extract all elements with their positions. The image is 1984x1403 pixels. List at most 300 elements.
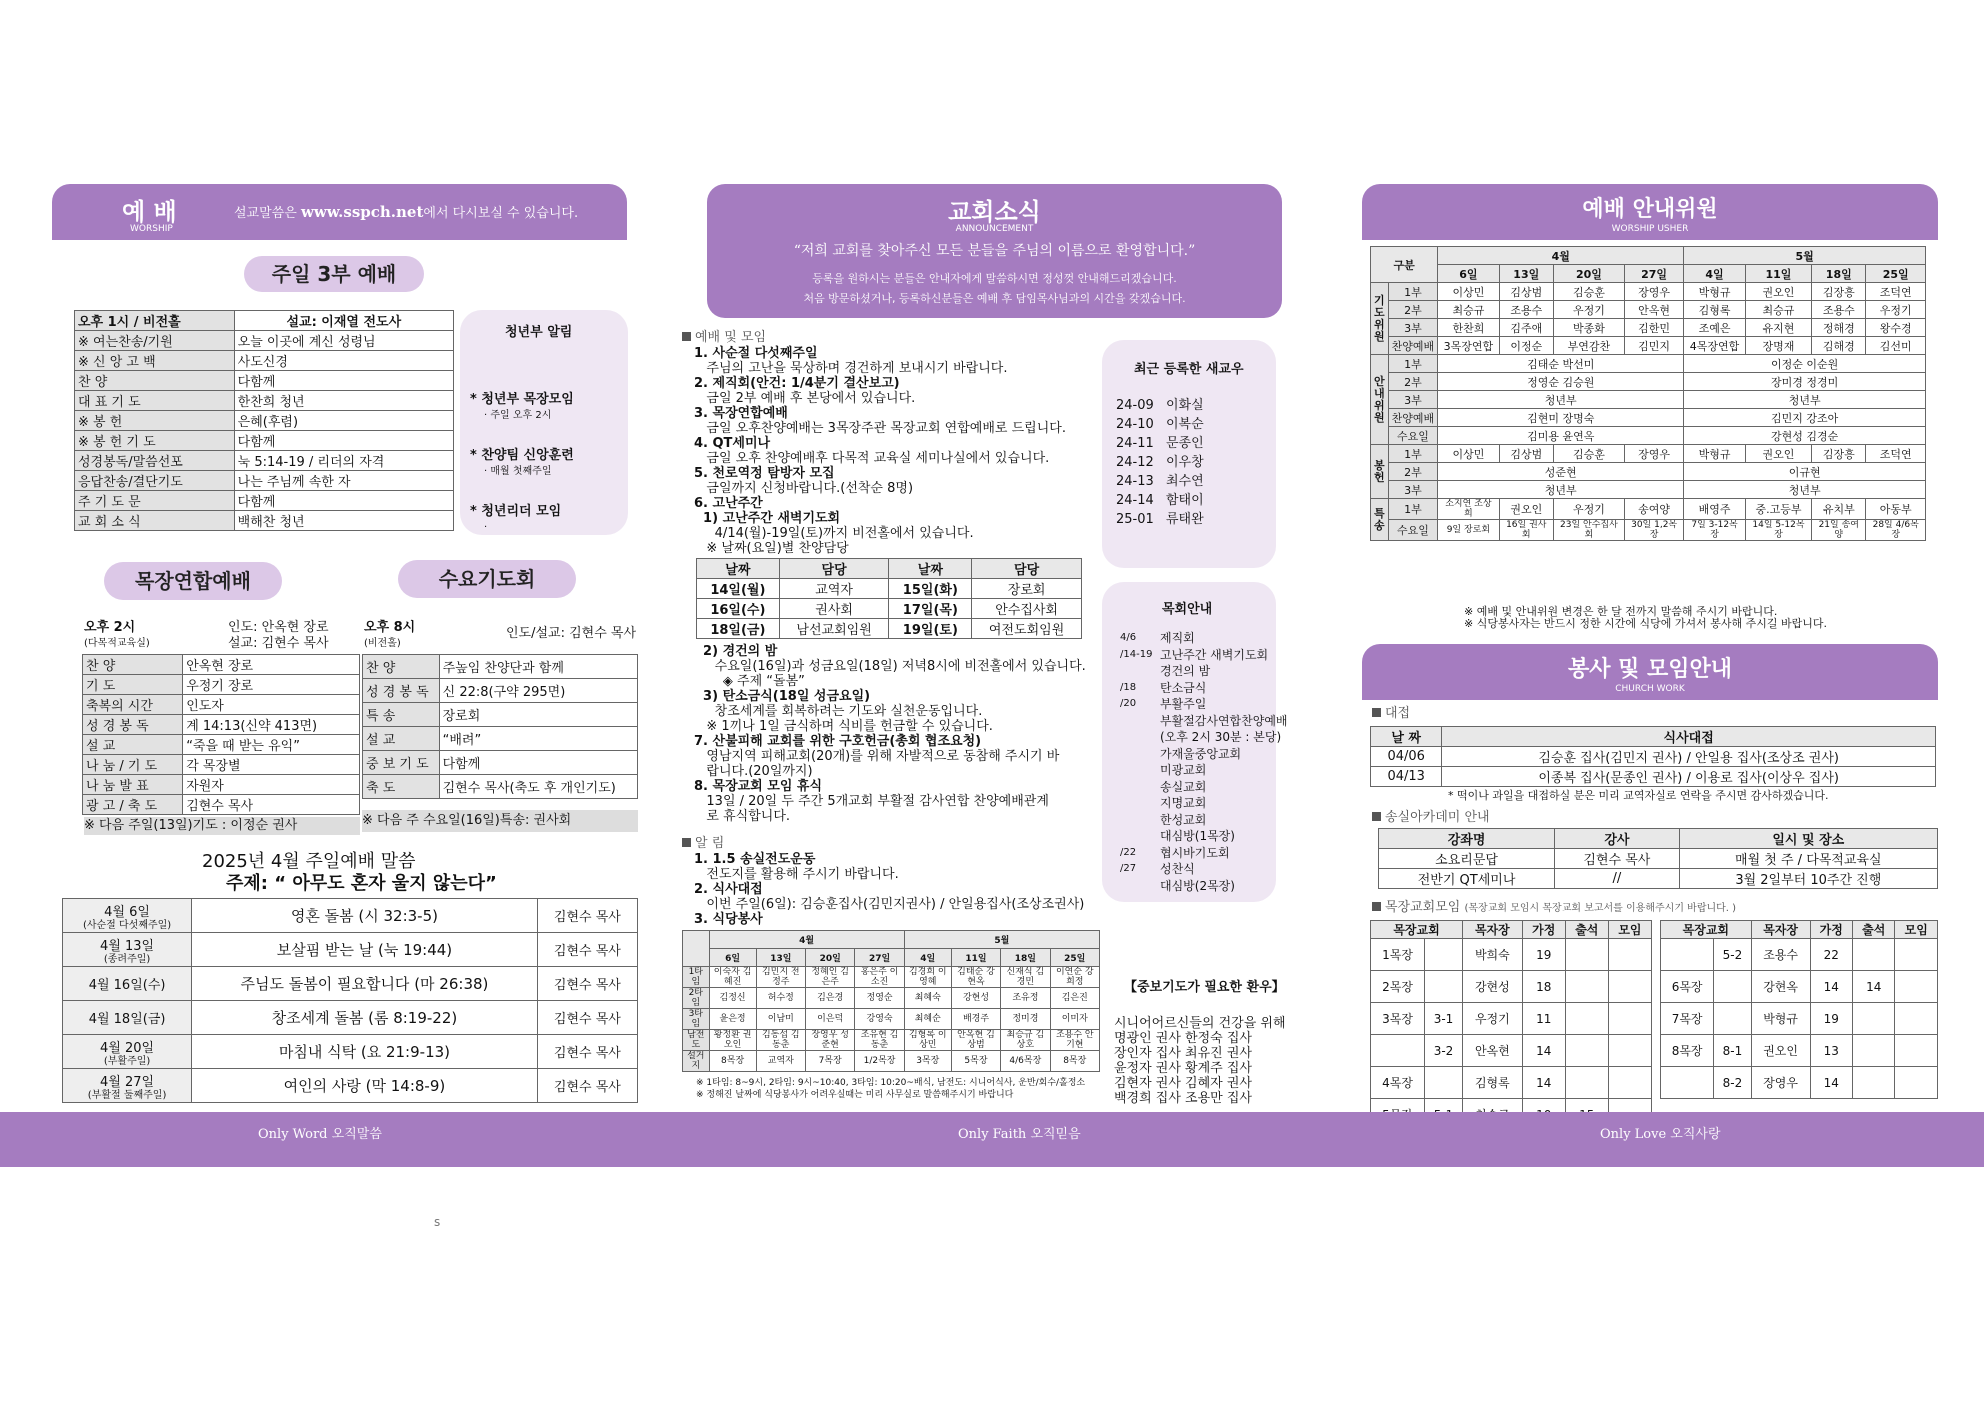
table-cell: 김해경 bbox=[1812, 337, 1866, 355]
table-cell: 장영우 성준현 bbox=[806, 1030, 855, 1051]
table-cell: 왕수경 bbox=[1866, 319, 1926, 337]
table-cell bbox=[1852, 1035, 1894, 1067]
table-cell: 주 기 도 문 bbox=[75, 491, 235, 511]
table-cell: 이남미 bbox=[756, 1009, 805, 1030]
table-cell: 2타임 bbox=[683, 988, 710, 1009]
table-cell: 한찬희 청년 bbox=[234, 391, 453, 411]
table-cell: 권오인 bbox=[1751, 1035, 1810, 1067]
sermon-date-sub: (부활절 둘째주일) bbox=[87, 1089, 167, 1101]
table-cell: 남전도 bbox=[683, 1030, 710, 1051]
table-cell bbox=[1565, 1067, 1608, 1099]
table-cell: 3목장연합 bbox=[1438, 337, 1499, 355]
usher-note-1: ※ 예배 및 안내위원 변경은 한 달 전까지 말씀해 주시기 바랍니다. bbox=[1464, 605, 1778, 618]
table-cell: 19 bbox=[1522, 939, 1565, 971]
table-row bbox=[697, 579, 1082, 599]
table-cell: 김경희 이영혜 bbox=[904, 967, 951, 988]
table-cell: 소요리문답 bbox=[1379, 849, 1555, 869]
table-row bbox=[1371, 445, 1926, 463]
table-cell: 17일(목) bbox=[889, 599, 972, 619]
new-member-no: 24-13 bbox=[1116, 474, 1154, 489]
table-cell: 정혜인 김은주 bbox=[806, 967, 855, 988]
table-cell: 김승훈 bbox=[1553, 283, 1624, 301]
table-cell: “죽을 때 받는 유익” bbox=[183, 735, 360, 755]
new-member-no: 24-09 bbox=[1116, 398, 1154, 413]
schedule-item: 탄소금식 bbox=[1160, 680, 1207, 695]
table-cell: 축 도 bbox=[363, 775, 440, 799]
table-cell: 대 표 기 도 bbox=[75, 391, 235, 411]
table-cell: 04/06 bbox=[1371, 747, 1442, 767]
table-cell: 찬양예배 bbox=[1388, 337, 1438, 355]
table-cell: 7목장 bbox=[806, 1051, 855, 1072]
sermon-date bbox=[63, 1069, 192, 1103]
table-cell: 강현성 김경순 bbox=[1684, 427, 1926, 445]
table-cell: 장미경 정경미 bbox=[1684, 373, 1926, 391]
schedule-item: 한성교회 bbox=[1160, 812, 1207, 827]
table-row bbox=[1661, 1003, 1938, 1035]
usher-group: 봉헌 bbox=[1371, 445, 1389, 499]
table-cell: 오늘 이곳에 계신 성령님 bbox=[234, 331, 453, 351]
table-cell: 유지현 bbox=[1745, 319, 1811, 337]
table-cell: 장영우 bbox=[1624, 283, 1683, 301]
table-row bbox=[1371, 939, 1652, 971]
table-cell: 2부 bbox=[1388, 373, 1438, 391]
table-cell: 김선미 bbox=[1866, 337, 1926, 355]
table-cell: 권사회 bbox=[779, 599, 889, 619]
table-cell: 송여양 bbox=[1624, 499, 1683, 520]
sermon-date-main: 4월 27일 bbox=[100, 1074, 155, 1090]
prayer-line: 시니어어르신들의 건강을 위해 bbox=[1114, 1016, 1286, 1031]
usher-group: 기도위원 bbox=[1371, 283, 1389, 355]
table-cell: 나는 주님께 속한 자 bbox=[234, 471, 453, 491]
schedule-date: /18 bbox=[1120, 681, 1137, 693]
usher-title-en: WORSHIP USHER bbox=[1611, 224, 1689, 234]
table-cell: 김한민 bbox=[1624, 319, 1683, 337]
table-cell: 우정기 bbox=[1463, 1003, 1523, 1035]
table-cell: 김상범 bbox=[1499, 445, 1553, 463]
table-row bbox=[363, 751, 638, 775]
table-cell bbox=[1661, 1067, 1714, 1099]
wd-leader: 인도/설교: 김현수 목사 bbox=[506, 626, 637, 641]
table-cell: 강현성 bbox=[951, 988, 1000, 1009]
prayer-line: 명광인 권사 한정숙 집사 bbox=[1114, 1031, 1252, 1046]
table-cell: 1목장 bbox=[1371, 939, 1425, 971]
table-row bbox=[1371, 355, 1926, 373]
schedule-item: 경건의 밤 bbox=[1160, 664, 1211, 678]
table-row bbox=[363, 775, 638, 799]
table-cell: 박형규 bbox=[1684, 283, 1746, 301]
table-cell: 조용수 안기현 bbox=[1050, 1030, 1099, 1051]
table-cell: 23일 안수집사회 bbox=[1553, 520, 1624, 541]
table-cell: 3부 bbox=[1388, 481, 1438, 499]
table-row bbox=[83, 735, 360, 755]
table-cell bbox=[1895, 939, 1938, 971]
table-cell: 조덕연 bbox=[1866, 445, 1926, 463]
table-cell: 영혼 돌봄 (시 32:3-5) bbox=[192, 899, 538, 933]
mj-next: ※ 다음 주일(13일)기도 : 이정순 권사 bbox=[84, 817, 360, 835]
table-cell: 권오인 bbox=[1745, 283, 1811, 301]
table-cell: 30일 1,2목장 bbox=[1624, 520, 1683, 541]
table-cell: 3부 bbox=[1388, 319, 1438, 337]
table-cell: 3목장 bbox=[1371, 1003, 1425, 1035]
table-row bbox=[1371, 1035, 1652, 1067]
youth-item-sub: · bbox=[484, 522, 488, 533]
table-cell: 다함께 bbox=[234, 431, 453, 451]
table-row bbox=[683, 1030, 1100, 1051]
table-cell: 김형록 이상민 bbox=[904, 1030, 951, 1051]
table-cell: 2부 bbox=[1388, 463, 1438, 481]
table-cell: 설교: 이재열 전도사 bbox=[234, 311, 453, 331]
table-row bbox=[697, 619, 1082, 639]
table-cell: 안수집사회 bbox=[972, 599, 1082, 619]
table-cell: 김승훈 집사(김민지 권사) / 안일용 집사(조상조 권사) bbox=[1442, 747, 1936, 767]
table-cell: 김현수 목사 bbox=[537, 967, 637, 1001]
table-cell: 6일 bbox=[1438, 265, 1499, 283]
table-cell: 14 bbox=[1810, 1067, 1852, 1099]
table-cell: 청년부 bbox=[1684, 481, 1926, 499]
table-row bbox=[1371, 265, 1926, 283]
table-cell: 담당 bbox=[972, 559, 1082, 579]
table-cell: 박종화 bbox=[1553, 319, 1624, 337]
table-cell: 27일 bbox=[855, 949, 904, 967]
table-cell: 정영순 김승원 bbox=[1438, 373, 1684, 391]
announce-line: 5. 천로역정 탐방자 모집 bbox=[694, 466, 835, 481]
table-cell: 김민지 bbox=[1624, 337, 1683, 355]
mokjang-pill: 목장연합예배 bbox=[104, 562, 282, 600]
table-cell: ※ 봉 헌 bbox=[75, 411, 235, 431]
table-row bbox=[75, 511, 454, 531]
table-cell bbox=[1371, 1035, 1425, 1067]
youth-notice-title: 청년부 알림 bbox=[505, 325, 573, 340]
footer-love: Only Love 오직사랑 bbox=[1600, 1127, 1721, 1142]
table-cell: 신재식 김경민 bbox=[1001, 967, 1050, 988]
table-cell: 1/2목장 bbox=[855, 1051, 904, 1072]
table-cell: 13일 bbox=[1499, 265, 1553, 283]
table-cell: 설 교 bbox=[83, 735, 183, 755]
usher-title: 예배 안내위원 bbox=[1582, 197, 1718, 222]
new-member-no: 24-12 bbox=[1116, 455, 1154, 470]
table-cell: 박희숙 bbox=[1463, 939, 1523, 971]
table-row bbox=[1371, 481, 1926, 499]
table-cell: 이정순 이순원 bbox=[1684, 355, 1926, 373]
table-cell: 계 14:13(신약 413면) bbox=[183, 715, 360, 735]
table-cell: 8목장 bbox=[1050, 1051, 1099, 1072]
wednesday-pill: 수요기도회 bbox=[398, 560, 576, 598]
table-cell: 정영순 bbox=[855, 988, 904, 1009]
usher-banner bbox=[1362, 184, 1938, 240]
table-cell: 16일(수) bbox=[697, 599, 780, 619]
table-cell: 청년부 bbox=[1438, 391, 1684, 409]
table-cell bbox=[1895, 1067, 1938, 1099]
prayer-line: 백경희 집사 조용만 집사 bbox=[1114, 1091, 1252, 1106]
table-row bbox=[83, 655, 360, 675]
sermon-table bbox=[62, 898, 638, 1103]
table-cell: 기 도 bbox=[83, 675, 183, 695]
table-cell: 목자장 bbox=[1463, 921, 1523, 939]
table-row bbox=[1661, 971, 1938, 1003]
table-row bbox=[1661, 1067, 1938, 1099]
welcome-sub2: 처음 방문하셨거나, 등록하신분들은 예배 후 담임목사님과의 시간을 갖겠습니다. bbox=[803, 292, 1186, 305]
table-cell: 이연순 강희정 bbox=[1050, 967, 1099, 988]
table-cell: 김민지 전정주 bbox=[756, 967, 805, 988]
footer-word: Only Word 오직말씀 bbox=[258, 1127, 382, 1142]
table-row bbox=[83, 695, 360, 715]
announce-line: 1. 1.5 송실전도운동 bbox=[694, 852, 816, 867]
table-cell: 수요일 bbox=[1388, 520, 1438, 541]
table-cell bbox=[1714, 971, 1751, 1003]
table-cell: 20일 bbox=[1553, 265, 1624, 283]
table-row bbox=[363, 679, 638, 703]
mj-leader: 인도: 안옥현 장로 bbox=[228, 620, 329, 635]
table-cell: 창조세계 돌봄 (롬 8:19-22) bbox=[192, 1001, 538, 1035]
prayer-title: 【중보기도가 필요한 환우】 bbox=[1124, 980, 1285, 995]
announce-line: 1. 사순절 다섯째주일 bbox=[694, 346, 818, 361]
table-cell: 14일(월) bbox=[697, 579, 780, 599]
table-cell: 소지연 조상희 bbox=[1438, 499, 1499, 520]
announce-title: 교회소식 bbox=[948, 198, 1041, 226]
table-cell: 찬 양 bbox=[363, 655, 440, 679]
table-cell: 박형규 bbox=[1684, 445, 1746, 463]
prayer-line: 장인자 집사 최유진 권사 bbox=[1114, 1046, 1252, 1061]
table-row bbox=[63, 967, 638, 1001]
table-cell bbox=[1714, 1003, 1751, 1035]
table-cell: 부연감찬 bbox=[1553, 337, 1624, 355]
announce-line: 전도지를 활용해 주시기 바랍니다. bbox=[694, 867, 899, 882]
table-cell: 청년부 bbox=[1438, 481, 1684, 499]
table-cell bbox=[1852, 1067, 1894, 1099]
table-cell: 3목장 bbox=[904, 1051, 951, 1072]
table-row bbox=[1371, 373, 1926, 391]
table-cell: 7일 3-12목장 bbox=[1684, 520, 1746, 541]
table-cell: 수요일 bbox=[1388, 427, 1438, 445]
schedule-date: 4/6 bbox=[1120, 632, 1137, 643]
worship-banner bbox=[52, 184, 627, 240]
table-cell: 김현미 장명숙 bbox=[1438, 409, 1684, 427]
table-cell: 이은덕 bbox=[806, 1009, 855, 1030]
table-cell: 22 bbox=[1810, 939, 1852, 971]
table-cell bbox=[1852, 1003, 1894, 1035]
table-cell: 김현수 목사 bbox=[537, 1001, 637, 1035]
table-cell: 성 경 봉 독 bbox=[83, 715, 183, 735]
table-cell: 최혜숙 bbox=[904, 988, 951, 1009]
table-cell: 가정 bbox=[1810, 921, 1852, 939]
schedule-item: 부활절감사연합찬양예배 bbox=[1160, 713, 1288, 728]
footer-faith: Only Faith 오직믿음 bbox=[958, 1127, 1081, 1142]
announce-line: 3. 식당봉사 bbox=[694, 912, 763, 927]
table-cell: 7목장 bbox=[1661, 1003, 1714, 1035]
table-cell: 8목장 bbox=[1661, 1035, 1714, 1067]
table-row bbox=[75, 311, 454, 331]
announce-line: 주님의 고난을 묵상하며 경건하게 보내시기 바랍니다. bbox=[694, 361, 1008, 376]
table-row bbox=[75, 451, 454, 471]
table-cell: 조용수 bbox=[1751, 939, 1810, 971]
new-members-title: 최근 등록한 새교우 bbox=[1134, 362, 1244, 377]
table-cell: 최승규 김상호 bbox=[1001, 1030, 1050, 1051]
meal-section: 대접 bbox=[1372, 706, 1410, 722]
table-row bbox=[1379, 869, 1938, 889]
table-cell: 교 회 소 식 bbox=[75, 511, 235, 531]
table-cell: 최승규 bbox=[1745, 301, 1811, 319]
table-cell: 황정환 권오인 bbox=[709, 1030, 756, 1051]
table-row bbox=[1371, 747, 1936, 767]
youth-item: * 청년부 목장모임 bbox=[470, 392, 574, 407]
announce-banner bbox=[707, 184, 1282, 318]
table-cell: 가정 bbox=[1522, 921, 1565, 939]
table-cell: 14 bbox=[1522, 1035, 1565, 1067]
table-cell: 장영우 bbox=[1751, 1067, 1810, 1099]
table-row bbox=[75, 471, 454, 491]
schedule-item: 대심방(1목장) bbox=[1160, 829, 1235, 843]
schedule-item: 송실교회 bbox=[1160, 779, 1207, 794]
new-member-no: 24-14 bbox=[1116, 493, 1154, 508]
table-cell: 14 bbox=[1852, 971, 1894, 1003]
table-cell: 안옥현 bbox=[1624, 301, 1683, 319]
table-row bbox=[363, 727, 638, 751]
table-cell: 우정기 장로 bbox=[183, 675, 360, 695]
new-member-no: 24-11 bbox=[1116, 436, 1154, 451]
table-row bbox=[697, 599, 1082, 619]
table-cell: 5-2 bbox=[1714, 939, 1751, 971]
table-cell bbox=[683, 931, 710, 967]
table-cell: 3타임 bbox=[683, 1009, 710, 1030]
table-row bbox=[363, 703, 638, 727]
table-row bbox=[1371, 1067, 1652, 1099]
table-cell: 18일 bbox=[1001, 949, 1050, 967]
table-cell: 1타임 bbox=[683, 967, 710, 988]
usher-note-2: ※ 식당봉사자는 반드시 정한 시간에 식당에 가셔서 봉사해 주시길 바랍니다. bbox=[1464, 617, 1827, 630]
mj-place: (다목적교육실) bbox=[84, 638, 150, 649]
table-row bbox=[1371, 921, 1652, 939]
table-cell: 김승훈 bbox=[1553, 445, 1624, 463]
announce-line: 8. 목장교회 모임 휴식 bbox=[694, 779, 823, 794]
schedule-item: 대심방(2목장) bbox=[1160, 878, 1235, 893]
academy-table bbox=[1378, 828, 1938, 889]
schedule-item: 지명교회 bbox=[1160, 796, 1207, 810]
table-cell: 6일 bbox=[709, 949, 756, 967]
table-cell: 25일 bbox=[1866, 265, 1926, 283]
table-row bbox=[1371, 247, 1926, 265]
table-cell: 8-1 bbox=[1714, 1035, 1751, 1067]
table-cell: 윤은정 bbox=[709, 1009, 756, 1030]
table-row bbox=[1371, 301, 1926, 319]
table-cell: 김현수 목사 bbox=[537, 899, 637, 933]
table-cell: 날짜 bbox=[697, 559, 780, 579]
table-cell: 김형록 bbox=[1684, 301, 1746, 319]
table-cell: 김현수 목사 bbox=[537, 933, 637, 967]
new-member-name: 함태이 bbox=[1166, 493, 1204, 508]
new-member-no: 25-01 bbox=[1116, 512, 1154, 527]
schedule-item: 부활주일 bbox=[1160, 697, 1207, 711]
announce-line: 7. 산불피해 교회를 위한 구호헌금(총회 협조요청) bbox=[694, 734, 982, 749]
announce-line: 수요일(16일)과 성금요일(18일) 저녁8시에 비전홀에서 있습니다. bbox=[694, 659, 1086, 674]
announce-line: 영남지역 피해교회(20개)를 위해 자발적으로 동참해 주시기 바 bbox=[694, 749, 1060, 764]
table-cell: 4일 bbox=[904, 949, 951, 967]
table-cell: 정미경 bbox=[1001, 1009, 1050, 1030]
schedule-item: 제직회 bbox=[1160, 631, 1195, 645]
table-cell bbox=[1895, 971, 1938, 1003]
mj-time: 오후 2시 bbox=[84, 620, 136, 635]
table-cell: 25일 bbox=[1050, 949, 1099, 967]
table-cell: 김정신 bbox=[709, 988, 756, 1009]
table-cell: 은혜(후렴) bbox=[234, 411, 453, 431]
table-cell: 15일(화) bbox=[889, 579, 972, 599]
table-cell: 배경주 bbox=[951, 1009, 1000, 1030]
table-cell: 20일 bbox=[806, 949, 855, 967]
table-cell: 설 교 bbox=[363, 727, 440, 751]
table-cell: 16일 권사회 bbox=[1499, 520, 1553, 541]
table-row bbox=[1371, 767, 1936, 787]
table-cell: 5월 bbox=[904, 931, 1099, 949]
table-cell: 응답찬송/결단기도 bbox=[75, 471, 235, 491]
table-cell: 유치부 bbox=[1812, 499, 1866, 520]
table-row bbox=[63, 1035, 638, 1069]
table-cell: 날짜 bbox=[889, 559, 972, 579]
sermon-site-note: 설교말씀은 www.sspch.net에서 다시보실 수 있습니다. bbox=[234, 203, 579, 221]
table-cell: 4월 bbox=[709, 931, 904, 949]
table-cell: 우정기 bbox=[1866, 301, 1926, 319]
table-row bbox=[75, 411, 454, 431]
worship-title-en: WORSHIP bbox=[130, 224, 173, 234]
table-cell: 김현수 목사(축도 후 개인기도) bbox=[439, 775, 637, 799]
table-cell: 김현수 목사 bbox=[183, 795, 360, 815]
new-member-name: 류태완 bbox=[1166, 512, 1204, 527]
announce-line: 금일 오후찬양예배는 3목장주관 목장교회 연합예배로 드립니다. bbox=[694, 421, 1066, 436]
table-cell: 다함께 bbox=[234, 371, 453, 391]
schedule-item: 성찬식 bbox=[1160, 862, 1195, 876]
table-row bbox=[63, 1001, 638, 1035]
table-cell: 전반기 QT세미나 bbox=[1379, 869, 1555, 889]
table-cell: 강현옥 bbox=[1751, 971, 1810, 1003]
table-cell: 날 짜 bbox=[1371, 727, 1442, 747]
table-cell: 장로회 bbox=[439, 703, 637, 727]
table-row bbox=[1661, 1035, 1938, 1067]
table-cell bbox=[1565, 1035, 1608, 1067]
table-row bbox=[683, 988, 1100, 1009]
schedule-date: /14-19 bbox=[1120, 648, 1153, 660]
table-cell: 설거지 bbox=[683, 1051, 710, 1072]
announce-line: 금일 2부 예배 후 본당에서 있습니다. bbox=[694, 391, 916, 406]
table-cell: 목장교회 bbox=[1371, 921, 1463, 939]
kitchen-note-2: ※ 정해진 날짜에 식당봉사가 어려우실때는 미리 사무실로 말씀해주시기 바랍니다 bbox=[696, 1090, 1014, 1100]
schedule-date: /20 bbox=[1120, 698, 1137, 709]
announce-line: 랍니다.(20일까지) bbox=[694, 764, 813, 779]
table-cell: 11일 bbox=[951, 949, 1000, 967]
table-row bbox=[75, 371, 454, 391]
sermon-date bbox=[63, 933, 192, 967]
table-cell bbox=[1608, 1067, 1651, 1099]
new-member-name: 이화실 bbox=[1166, 398, 1204, 413]
table-cell: 8-2 bbox=[1714, 1067, 1751, 1099]
table-cell: 김상범 bbox=[1499, 283, 1553, 301]
table-cell: 김은진 bbox=[1050, 988, 1099, 1009]
table-cell: 우정기 bbox=[1553, 499, 1624, 520]
table-cell: 마침내 식탁 (요 21:9-13) bbox=[192, 1035, 538, 1069]
schedule-item: (오후 2시 30분 : 본당) bbox=[1160, 730, 1282, 744]
table-cell: 4월 bbox=[1438, 247, 1684, 265]
table-cell: 장영우 bbox=[1624, 445, 1683, 463]
table-cell: 19 bbox=[1810, 1003, 1852, 1035]
table-cell: 27일 bbox=[1624, 265, 1683, 283]
sermon-date-main: 4월 16일(수) bbox=[88, 978, 166, 993]
sermon-title: 2025년 4월 주일예배 말씀 bbox=[202, 851, 416, 872]
schedule-item: 미광교회 bbox=[1160, 763, 1207, 777]
table-cell: 김장흥 bbox=[1812, 283, 1866, 301]
table-cell bbox=[1608, 1035, 1651, 1067]
youth-item: * 찬양팀 신앙훈련 bbox=[470, 448, 574, 463]
announce-line: 3. 목장연합예배 bbox=[694, 406, 788, 421]
table-cell: 한찬희 bbox=[1438, 319, 1499, 337]
table-cell: 오후 1시 / 비전홀 bbox=[75, 311, 235, 331]
table-cell: 14 bbox=[1522, 1067, 1565, 1099]
